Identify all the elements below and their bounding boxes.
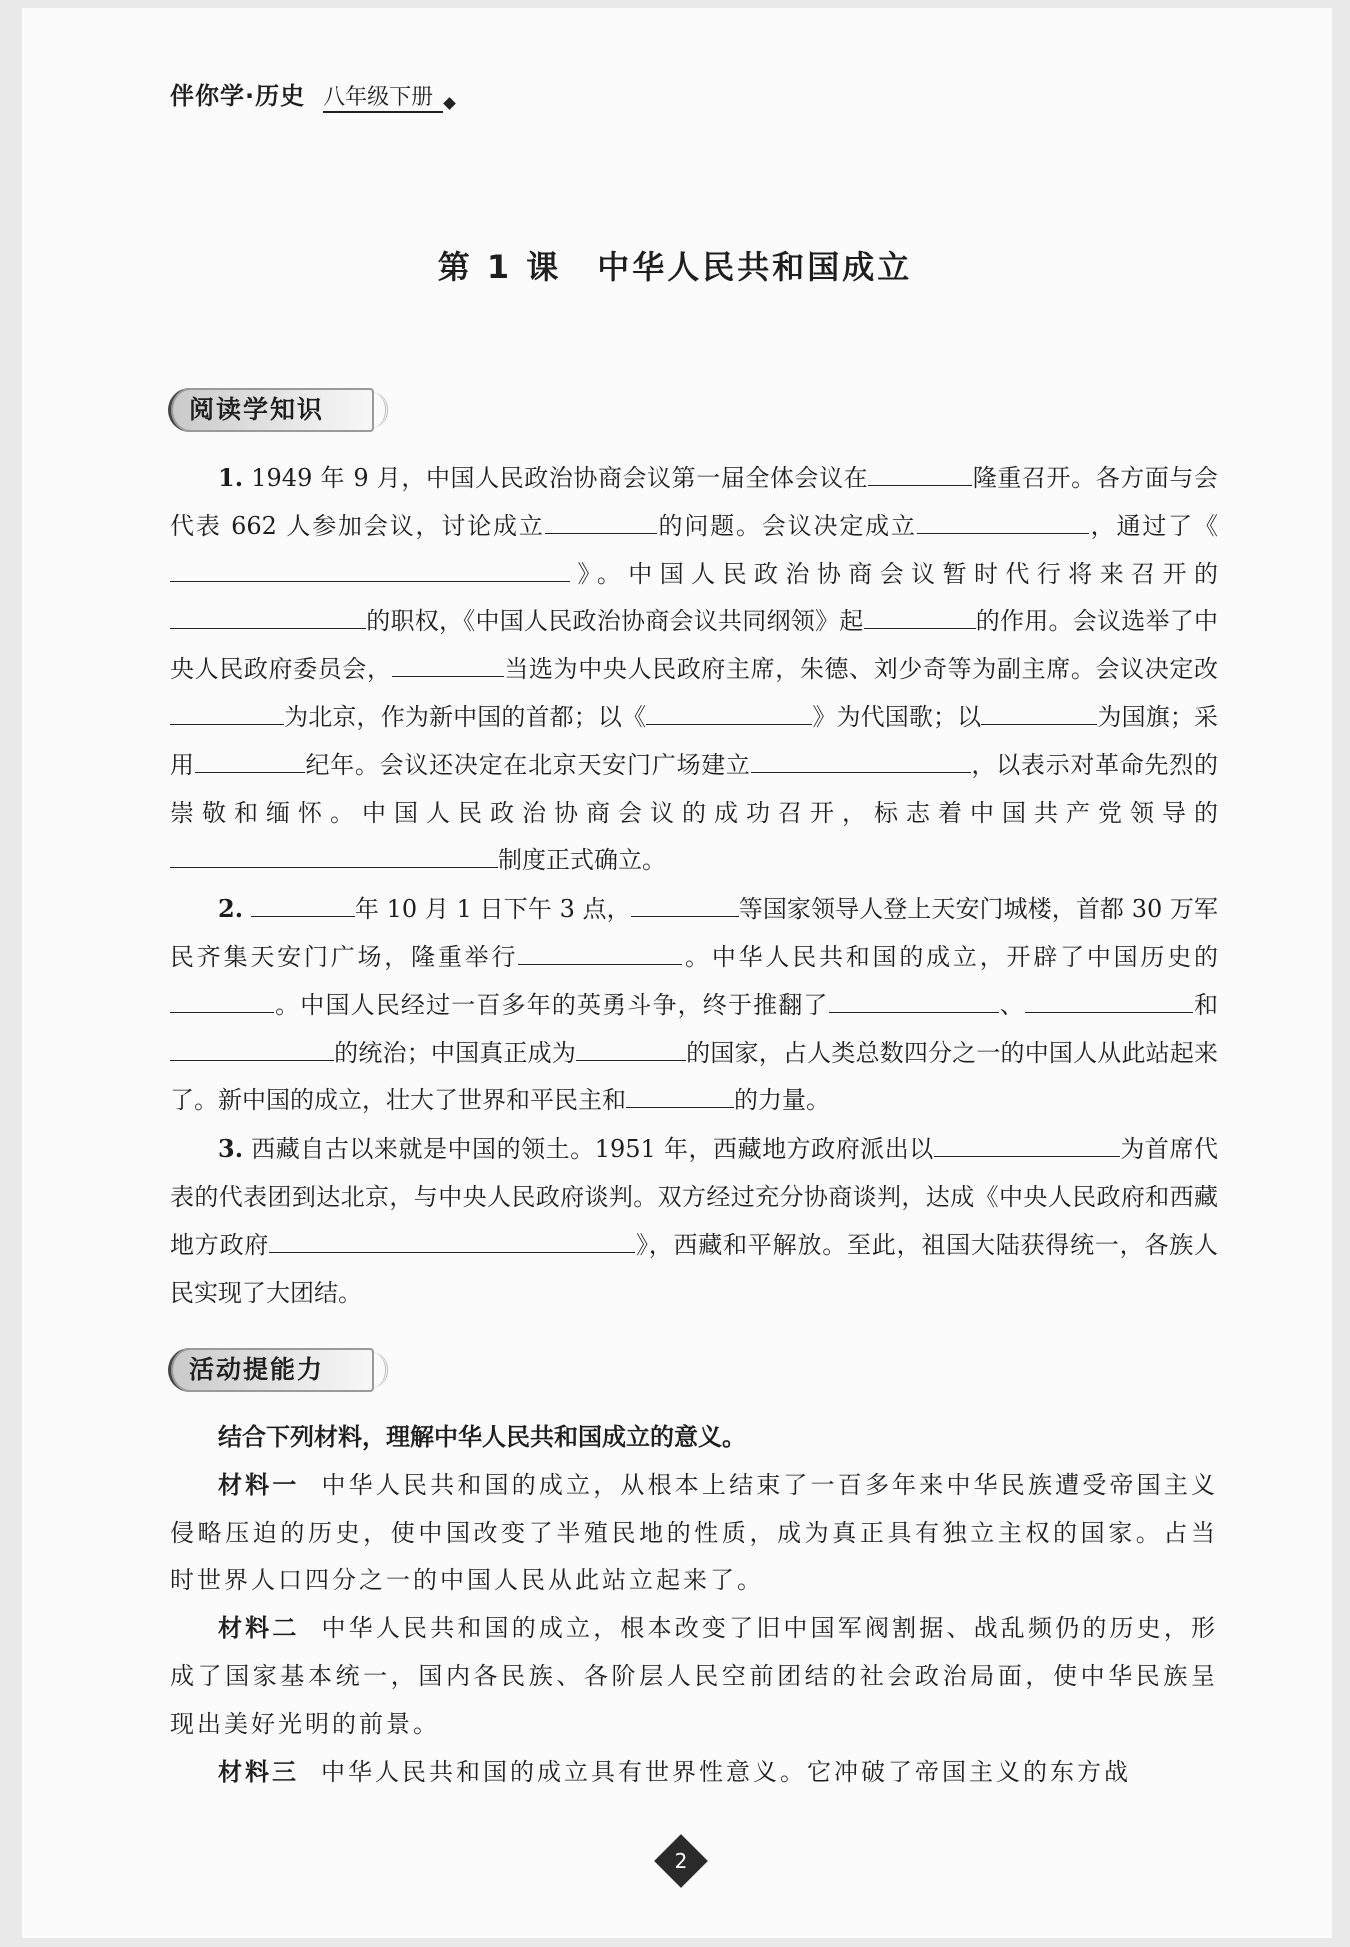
material-label: 材料二 <box>218 1614 300 1643</box>
question-1 <box>170 454 1218 885</box>
answer-blank[interactable] <box>269 1222 635 1253</box>
material-1 <box>170 1462 1218 1605</box>
material-text: 中华人民共和国的成立具有世界性意义。它冲破了帝国主义的东方战 <box>321 1757 1131 1786</box>
lesson-title <box>0 242 1350 288</box>
answer-blank[interactable] <box>170 982 274 1013</box>
question-number: 3. <box>218 1134 244 1164</box>
answer-blank[interactable] <box>934 1126 1120 1157</box>
answer-blank[interactable] <box>1025 982 1193 1013</box>
question-text: 和 <box>1192 990 1219 1019</box>
grade-label: 八年级下册 <box>323 80 443 113</box>
question-text: 1949 年 9 月，中国人民政治协商会议第一届全体会议在 <box>251 464 869 492</box>
question-text: 的国家，占人类总数四分之一的中国人从此站起来了。新中国的成立，壮大了世界和平民主和 <box>170 1038 1218 1115</box>
activity-section <box>170 1414 1218 1796</box>
material-text: 中华人民共和国的成立，从根本上结束了一百多年来中华民族遭受帝国主义侵略压迫的历史，使中国改变了半殖民地的性质，成为真正具有独立主权的国家。占当时世界人口四分之一的中国人民从此站立起来了。 <box>170 1470 1218 1595</box>
answer-blank[interactable] <box>545 503 657 534</box>
answer-blank[interactable] <box>170 1030 334 1061</box>
question-text: 的作用。会议选举了中央人民政府委员会， <box>170 607 1218 684</box>
question-number: 2. <box>218 894 244 924</box>
question-text: 纪年。会议还决定在北京天安门广场建立 <box>304 750 751 779</box>
question-2 <box>170 885 1218 1125</box>
answer-blank[interactable] <box>829 982 999 1013</box>
question-text: 、 <box>998 990 1025 1019</box>
section-label-activity: 活动提能力 <box>168 1348 374 1392</box>
running-header <box>170 76 454 113</box>
question-number: 1. <box>218 463 244 492</box>
answer-blank[interactable] <box>646 694 812 725</box>
answer-blank[interactable] <box>868 455 972 486</box>
page-number: 2 <box>674 1849 688 1873</box>
question-text: 制度正式确立。 <box>498 846 666 875</box>
question-text: 的问题。会议决定成立 <box>656 511 917 540</box>
series-name: 伴你学·历史 <box>170 82 306 110</box>
answer-blank[interactable] <box>170 598 366 629</box>
question-text: 。中国人民经过一百多年的英勇斗争，终于推翻了 <box>274 990 829 1019</box>
material-text: 中华人民共和国的成立，根本改变了旧中国军阀割据、战乱频仍的历史，形成了国家基本统一，国内各民族、各阶层人民空前团结的社会政治局面，使中华民族呈现出美好光明的前景。 <box>170 1614 1218 1738</box>
question-text: 为首席代表的代表团到达北京，与中央人民政府谈判。双方经过充分协商谈判，达成《中央人民政府和西藏地方政府 <box>170 1135 1218 1259</box>
question-text: 的职权，《中国人民政治协商会议共同纲领》起 <box>366 607 864 636</box>
question-text: 。中华人民共和国的成立，开辟了中国历史的 <box>682 942 1219 971</box>
answer-blank[interactable] <box>195 742 305 773</box>
page-number-badge <box>654 1834 708 1888</box>
activity-instruction: 结合下列材料，理解中华人民共和国成立的意义。 <box>218 1423 746 1451</box>
question-text: 为国旗；采用 <box>170 702 1219 779</box>
question-text: 》为代国歌；以 <box>812 702 982 731</box>
answer-blank[interactable] <box>576 1030 686 1061</box>
material-label: 材料一 <box>218 1470 300 1499</box>
answer-blank[interactable] <box>170 551 570 582</box>
question-text: 的力量。 <box>734 1086 830 1115</box>
diamond-icon <box>443 97 456 110</box>
question-text: 年 10 月 1 日下午 3 点， <box>354 895 631 924</box>
answer-blank[interactable] <box>981 694 1097 725</box>
material-2 <box>170 1605 1218 1748</box>
answer-blank[interactable] <box>626 1077 734 1108</box>
reading-questions <box>170 454 1218 1317</box>
question-text: 的统治；中国真正成为 <box>334 1038 576 1067</box>
lesson-name: 中华人民共和国成立 <box>597 248 913 286</box>
question-text: 为北京，作为新中国的首都；以《 <box>284 702 647 731</box>
material-label: 材料三 <box>218 1757 299 1786</box>
section-label-reading: 阅读学知识 <box>168 388 374 432</box>
answer-blank[interactable] <box>170 694 284 725</box>
question-text: 等国家领导人登上天安门城楼，首都 30 万军民齐集天安门广场，隆重举行 <box>170 895 1219 971</box>
answer-blank[interactable] <box>170 837 498 868</box>
material-3 <box>170 1749 1218 1797</box>
question-text: 》。中国人民政治协商会议暂时代行将来召开的 <box>570 559 1218 588</box>
question-text: ，以表示对革命先烈的崇敬和缅怀。中国人民政治协商会议的成功召开，标志着中国共产党领导的 <box>170 750 1219 827</box>
answer-blank[interactable] <box>864 598 976 629</box>
answer-blank[interactable] <box>251 886 355 917</box>
answer-blank[interactable] <box>917 503 1089 534</box>
question-text: 西藏自古以来就是中国的领土。1951 年，西藏地方政府派出以 <box>251 1135 934 1164</box>
question-text: 当选为中央人民政府主席，朱德、刘少奇等为副主席。会议决定改 <box>503 655 1219 684</box>
question-3 <box>170 1125 1218 1317</box>
question-text: 》，西藏和平解放。至此，祖国大陆获得统一，各族人民实现了大团结。 <box>170 1230 1219 1307</box>
answer-blank[interactable] <box>518 934 682 965</box>
question-text: ，通过了《 <box>1088 511 1218 540</box>
lesson-number: 第 1 课 <box>437 248 562 286</box>
answer-blank[interactable] <box>392 646 504 677</box>
question-text: 隆重召开。各方面与会代表 662 人参加会议，讨论成立 <box>170 464 1218 540</box>
answer-blank[interactable] <box>631 886 739 917</box>
answer-blank[interactable] <box>751 742 971 773</box>
